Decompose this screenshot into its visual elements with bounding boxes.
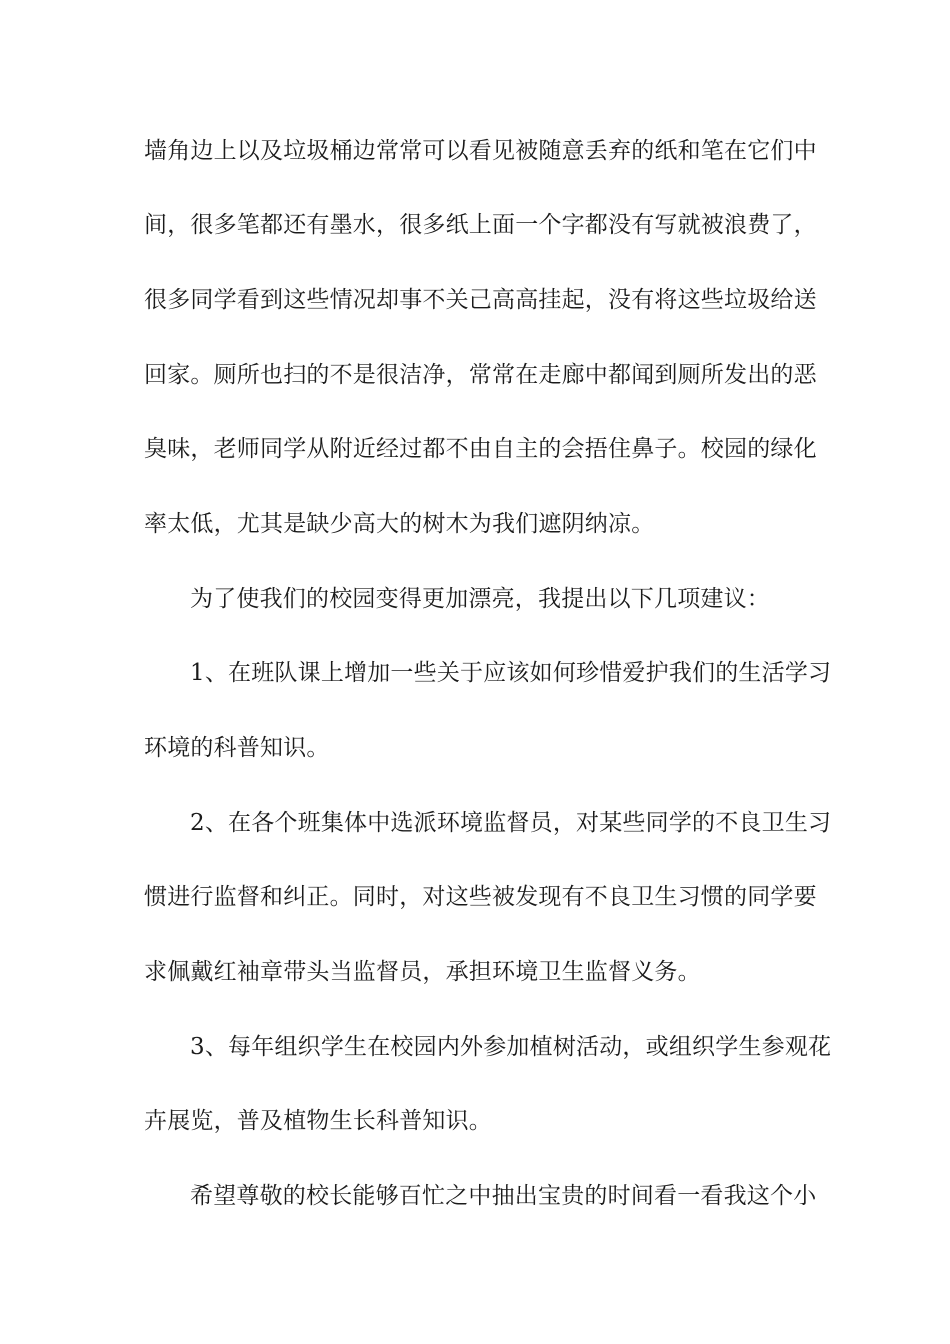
text-line: 求佩戴红袖章带头当监督员，承担环境卫生监督义务。: [144, 959, 701, 985]
text-line: 惯进行监督和纠正。同时，对这些被发现有不良卫生习惯的同学要: [144, 884, 817, 910]
text-line: 回家。厕所也扫的不是很洁净，常常在走廊中都闻到厕所发出的恶: [144, 362, 817, 388]
text-line: 间，很多笔都还有墨水，很多纸上面一个字都没有写就被浪费了，: [144, 212, 817, 238]
text-line: 率太低，尤其是缺少高大的树木为我们遮阴纳凉。: [144, 511, 655, 537]
paragraph-first-line: 为了使我们的校园变得更加漂亮，我提出以下几项建议：: [190, 586, 770, 612]
text-line: 很多同学看到这些情况却事不关己高高挂起，没有将这些垃圾给送: [144, 287, 817, 313]
text-line: 墙角边上以及垃圾桶边常常可以看见被随意丢弃的纸和笔在它们中: [144, 138, 817, 164]
text-line: 环境的科普知识。: [144, 735, 330, 761]
paragraph-first-line: 1、在班队课上增加一些关于应该如何珍惜爱护我们的生活学习: [190, 660, 832, 686]
paragraph-first-line: 希望尊敬的校长能够百忙之中抽出宝贵的时间看一看我这个小: [190, 1183, 817, 1209]
paragraph-first-line: 2、在各个班集体中选派环境监督员，对某些同学的不良卫生习: [190, 810, 832, 836]
paragraph-first-line: 3、每年组织学生在校园内外参加植树活动，或组织学生参观花: [190, 1034, 832, 1060]
text-line: 卉展览，普及植物生长科普知识。: [144, 1108, 492, 1134]
text-line: 臭味，老师同学从附近经过都不由自主的会捂住鼻子。校园的绿化: [144, 436, 817, 462]
